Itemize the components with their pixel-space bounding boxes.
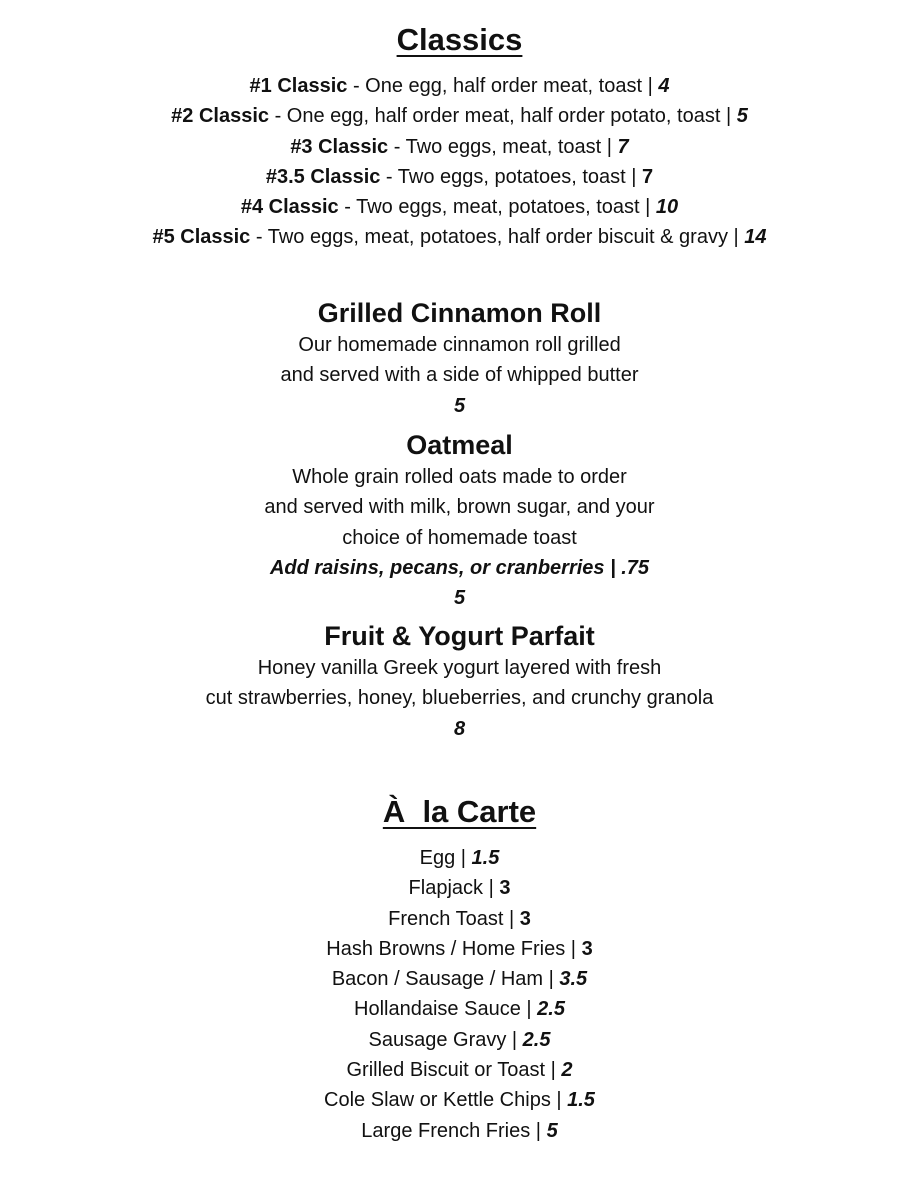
classics-item: [0, 192, 919, 222]
classics-item-name: #3 Classic: [290, 135, 389, 158]
a-la-carte-item: [0, 1116, 919, 1146]
a-la-carte-item-name: Grilled Biscuit or Toast |: [346, 1059, 562, 1082]
a-la-carte-item-name: Flapjack |: [408, 877, 500, 900]
classics-item: [0, 71, 919, 101]
a-la-carte-item: [0, 904, 919, 934]
oatmeal-price: 5: [453, 587, 466, 610]
parfait-price: 8: [453, 717, 466, 740]
a-la-carte-item-name: Hollandaise Sauce |: [354, 998, 538, 1021]
a-la-carte-item-price: 2.5: [537, 998, 565, 1021]
classics-item-price: 7: [642, 165, 654, 188]
a-la-carte-item-name: Cole Slaw or Kettle Chips |: [324, 1089, 568, 1112]
a-la-carte-item-name: Bacon / Sausage / Ham |: [331, 968, 560, 991]
cinnamon-roll-section: [0, 296, 919, 421]
classics-item-price: 10: [655, 196, 679, 219]
classics-item-price: 5: [736, 105, 748, 128]
classics-section: [0, 20, 919, 60]
oatmeal-desc-line: choice of homemade toast: [342, 526, 577, 549]
a-la-carte-item-name: Hash Browns / Home Fries |: [326, 937, 582, 960]
classics-item-price: 7: [617, 135, 629, 158]
a-la-carte-item: [0, 994, 919, 1024]
oatmeal-desc-line: Whole grain rolled oats made to order: [292, 466, 627, 488]
parfait-desc-line: Honey vanilla Greek yogurt layered with fresh: [257, 657, 662, 679]
a-la-carte-item: [0, 1055, 919, 1085]
a-la-carte-item-name: Sausage Gravy |: [368, 1028, 523, 1051]
a-la-carte-item-price: 5: [546, 1119, 558, 1142]
classics-item-name: #5 Classic: [152, 226, 251, 249]
a-la-carte-item-name: Egg |: [419, 847, 472, 869]
cinnamon-roll-desc-line: and served with a side of whipped butter: [280, 364, 639, 387]
parfait-section: [0, 619, 919, 744]
a-la-carte-item: [0, 843, 919, 873]
classics-item-name: #4 Classic: [240, 196, 339, 219]
a-la-carte-list: [0, 843, 919, 1146]
classics-item-name: #1 Classic: [249, 75, 348, 97]
classics-item-desc: - Two eggs, meat, potatoes, half order biscuit & gravy |: [250, 226, 745, 249]
classics-title: Classics: [396, 22, 523, 57]
classics-item-desc: - Two eggs, meat, potatoes, toast |: [338, 196, 656, 219]
classics-item: [0, 162, 919, 192]
classics-list: [0, 71, 919, 253]
classics-item: [0, 132, 919, 162]
classics-item-name: #3.5 Classic: [265, 165, 381, 188]
oatmeal-desc-line: and served with milk, brown sugar, and your: [264, 496, 655, 519]
cinnamon-roll-price: 5: [453, 394, 466, 417]
parfait-title: Fruit & Yogurt Parfait: [324, 621, 595, 651]
cinnamon-roll-title: Grilled Cinnamon Roll: [317, 298, 602, 328]
a-la-carte-item-name: Large French Fries |: [361, 1119, 547, 1142]
classics-item-desc: - One egg, half order meat, half order potato, toast |: [269, 105, 737, 128]
cinnamon-roll-desc-line: Our homemade cinnamon roll grilled: [298, 334, 621, 356]
classics-item-desc: - Two eggs, potatoes, toast |: [380, 165, 643, 188]
a-la-carte-item-price: 2: [561, 1059, 573, 1082]
a-la-carte-item: [0, 873, 919, 903]
a-la-carte-item-price: 3.5: [559, 968, 588, 991]
oatmeal-title: Oatmeal: [406, 430, 513, 460]
classics-item: [0, 222, 919, 252]
a-la-carte-item-price: 1.5: [567, 1089, 595, 1112]
classics-item-desc: - Two eggs, meat, toast |: [388, 135, 618, 158]
a-la-carte-item: [0, 1025, 919, 1055]
a-la-carte-item-price: 3: [519, 907, 531, 930]
classics-item-name: #2 Classic: [171, 105, 270, 128]
a-la-carte-item-name: French Toast |: [388, 907, 520, 930]
classics-item-desc: - One egg, half order meat, toast |: [347, 75, 659, 97]
a-la-carte-section: [0, 792, 919, 832]
classics-item: [0, 101, 919, 131]
classics-item-price: 4: [658, 75, 670, 97]
parfait-desc-line: cut strawberries, honey, blueberries, and crunchy granola: [205, 687, 714, 710]
a-la-carte-item-price: 3: [499, 877, 511, 900]
a-la-carte-item-price: 3: [581, 937, 593, 960]
a-la-carte-item: [0, 1085, 919, 1115]
a-la-carte-title: À la Carte: [382, 794, 537, 829]
a-la-carte-item-price: 2.5: [522, 1028, 551, 1051]
oatmeal-addon: Add raisins, pecans, or cranberries | .75: [269, 556, 650, 579]
a-la-carte-item: [0, 934, 919, 964]
a-la-carte-item: [0, 964, 919, 994]
a-la-carte-item-price: 1.5: [471, 847, 500, 869]
classics-item-price: 14: [744, 226, 767, 249]
oatmeal-section: [0, 428, 919, 613]
